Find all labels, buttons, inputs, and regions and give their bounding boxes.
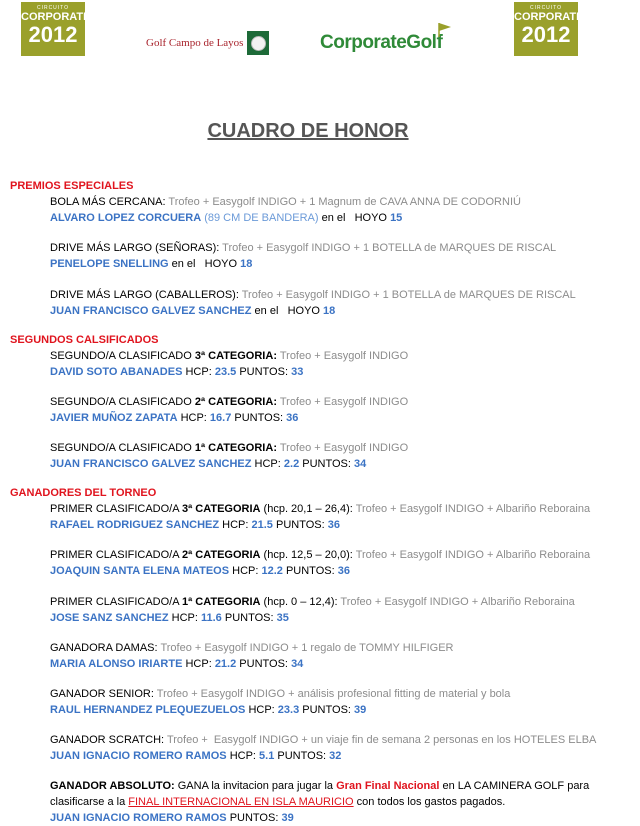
winner-name: DAVID SOTO ABANADES [50, 366, 183, 378]
entry-prize: Trofeo + Easygolf INDIGO + un viaje fin de semana 2 personas en los HOTELES ELBA [166, 734, 597, 746]
hcp-value: 5.1 [259, 750, 275, 762]
entry-prize: Trofeo + Easygolf INDIGO [279, 442, 409, 454]
entry-label: PRIMER CLASIFICADO/A [50, 503, 179, 515]
badge-left-circuito: CIRCUITO [36, 5, 70, 11]
entry-prize: Trofeo + Easygolf INDIGO + 1 Magnum de CAVA ANNA DE CODORNIÚ [168, 196, 521, 208]
puntos-value: 34 [354, 458, 367, 470]
hoyo-text: en el HOYO [171, 258, 238, 270]
entry-prize: Trofeo + Easygolf INDIGO + 1 BOTELLA de MARQUES DE RISCAL [241, 289, 576, 301]
winner-name: JUAN FRANCISCO GALVEZ SANCHEZ [50, 305, 252, 317]
badge-left-corporate: CORPORATE [21, 11, 91, 23]
puntos-value: 36 [327, 519, 340, 531]
hcp-label: HCP: [229, 750, 256, 762]
golf-campo-de-layos-logo [146, 28, 270, 58]
puntos-value: 34 [291, 658, 304, 670]
entry-category: 2ª CATEGORIA [194, 396, 274, 408]
hcp-label: HCP: [232, 565, 259, 577]
entry-bola-cercana [50, 194, 640, 226]
hcp-value: 21.2 [214, 658, 237, 670]
winner-name: JAVIER MUÑOZ ZAPATA [50, 412, 178, 424]
hcp-value: 21.5 [251, 519, 273, 531]
section-title-segundos: SEGUNDOS CALSIFICADOS [10, 334, 159, 346]
entry-label: DRIVE MÁS LARGO (SEÑORAS): [50, 242, 220, 254]
hoyo-number: 18 [323, 305, 336, 317]
entry-category: 2ª CATEGORIA [182, 549, 261, 561]
puntos-value: 39 [281, 812, 294, 824]
golf-campo-de-layos-text: Golf Campo de Layos [146, 37, 244, 49]
entry-primero-1 [50, 594, 640, 626]
entry-prize: Trofeo + Easygolf INDIGO + Albariño Reboraina [355, 503, 591, 515]
hoyo-text: en el HOYO [321, 212, 387, 224]
puntos-label: PUNTOS: [302, 704, 351, 716]
hcp-value: 23.5 [214, 366, 237, 378]
entry-prize: Trofeo + Easygolf INDIGO [279, 396, 409, 408]
absoluto-text-4: con todos los gastos pagados. [356, 796, 506, 808]
winner-name: PENELOPE SNELLING [50, 258, 169, 270]
winner-name: JOSE SANZ SANCHEZ [50, 612, 169, 624]
hcp-value: 23.3 [277, 704, 300, 716]
entry-drive-senoras [50, 240, 640, 272]
entry-label: SEGUNDO/A CLASIFICADO [50, 396, 192, 408]
winner-name: ALVARO LOPEZ CORCUERA [50, 212, 202, 224]
hcp-value: 11.6 [200, 612, 222, 624]
puntos-label: PUNTOS: [277, 750, 327, 762]
entry-label: GANADORA DAMAS: [50, 642, 158, 654]
entry-category: 3ª CATEGORIA [194, 350, 274, 362]
winner-name: JOAQUIN SANTA ELENA MATEOS [50, 565, 230, 577]
puntos-label: PUNTOS: [239, 366, 289, 378]
entry-label: BOLA MÁS CERCANA: [50, 196, 166, 208]
puntos-label: PUNTOS: [239, 658, 288, 670]
hcp-value: 16.7 [209, 412, 232, 424]
puntos-value: 36 [337, 565, 350, 577]
absoluto-text-2: en LA CAMINERA GOLF para [442, 780, 590, 792]
section-title-ganadores: GANADORES DEL TORNEO [10, 487, 157, 499]
page-title: CUADRO DE HONOR [207, 120, 409, 142]
entry-prize: Trofeo + Easygolf INDIGO + Albariño Reboraina [340, 596, 575, 608]
winner-name: RAFAEL RODRIGUEZ SANCHEZ [50, 519, 220, 531]
entry-primero-2 [50, 547, 640, 579]
puntos-value: 35 [276, 612, 289, 624]
entry-segundo-3: SEGUNDO/A CLASIFICADO 3ª CATEGORIA: Trofeo + Easygolf INDIGO DAVID SOTO ABANADES HCP: 23.5 PUNTOS: 33 [50, 350, 409, 378]
badge-right-circuito: CIRCUITO [529, 5, 563, 11]
entry-range: (hcp. 12,5 – 20,0): [263, 549, 353, 561]
entry-label: PRIMER CLASIFICADO/A [50, 549, 179, 561]
absoluto-text-3: clasificarse a la [50, 796, 126, 808]
hcp-value: 12.2 [261, 565, 283, 577]
puntos-value: 32 [329, 750, 342, 762]
entry-prize: Trofeo + Easygolf INDIGO + 1 regalo de TOMMY HILFIGER [160, 642, 454, 654]
entry-segundo-2: SEGUNDO/A CLASIFICADO 2ª CATEGORIA: Trofeo + Easygolf INDIGO JAVIER MUÑOZ ZAPATA HCP: 16.7 PUNTOS: 36 [50, 396, 409, 424]
entry-category: 1ª CATEGORIA [194, 442, 274, 454]
entry-label: GANADOR SCRATCH: [50, 734, 165, 746]
entry-prize: Trofeo + Easygolf INDIGO [279, 350, 409, 362]
section-title-premios: PREMIOS ESPECIALES [10, 180, 134, 192]
puntos-label: PUNTOS: [302, 458, 351, 470]
hoyo-number: 18 [240, 258, 253, 270]
hoyo-number: 15 [390, 212, 403, 224]
corporate-golf-logo [318, 22, 478, 58]
entry-prize: Trofeo + Easygolf INDIGO + Albariño Reboraina [355, 549, 591, 561]
entry-range: (hcp. 20,1 – 26,4): [263, 503, 353, 515]
winner-name: MARIA ALONSO IRIARTE [50, 658, 183, 670]
gran-final-nacional: Gran Final Nacional [336, 780, 440, 792]
hcp-label: HCP: [248, 704, 275, 716]
badge-right-year: 2012 [521, 22, 571, 47]
corporate-golf-text: CorporateGolf [320, 32, 443, 53]
winner-detail: (89 CM DE BANDERA) [204, 212, 319, 224]
hcp-label: HCP: [171, 612, 198, 624]
badge-right-corporate: CORPORATE [514, 11, 584, 23]
puntos-value: 36 [286, 412, 299, 424]
entry-prize: Trofeo + Easygolf INDIGO + 1 BOTELLA de MARQUES DE RISCAL [222, 242, 557, 254]
winner-name: JUAN IGNACIO ROMERO RAMOS [50, 750, 227, 762]
hcp-value: 2.2 [283, 458, 300, 470]
puntos-label: PUNTOS: [234, 412, 284, 424]
entry-label: SEGUNDO/A CLASIFICADO [50, 350, 192, 362]
hcp-label: HCP: [180, 412, 207, 424]
entry-ganador-scratch [50, 732, 640, 764]
entry-primero-3 [50, 501, 640, 533]
entry-ganador-absoluto [50, 778, 640, 826]
entry-label: GANADOR ABSOLUTO: [50, 780, 175, 792]
absoluto-text-1: GANA la invitacion para jugar la [177, 780, 334, 792]
entry-prize: Trofeo + Easygolf INDIGO + análisis profesional fitting de material y bola [156, 688, 511, 700]
hcp-label: HCP: [222, 519, 249, 531]
badge-left-year: 2012 [28, 22, 78, 47]
puntos-label: PUNTOS: [224, 612, 274, 624]
entry-category: 3ª CATEGORIA [182, 503, 261, 515]
winner-name: JUAN FRANCISCO GALVEZ SANCHEZ [50, 458, 252, 470]
winner-name: RAUL HERNANDEZ PLEQUEZUELOS [50, 704, 246, 716]
corporate-2012-badge-left [21, 2, 91, 56]
entry-segundo-1: SEGUNDO/A CLASIFICADO 1ª CATEGORIA: Trofeo + Easygolf INDIGO JUAN FRANCISCO GALVEZ SANCHEZ HCP: 2.2 PUNTOS: 34 [50, 442, 409, 470]
entry-category: 1ª CATEGORIA [182, 596, 261, 608]
winner-name: JUAN IGNACIO ROMERO RAMOS [50, 812, 227, 824]
entry-ganador-senior [50, 686, 640, 718]
entry-range: (hcp. 0 – 12,4): [263, 596, 338, 608]
corporate-2012-badge-right [514, 2, 584, 56]
puntos-value: 33 [291, 366, 304, 378]
puntos-label: PUNTOS: [229, 812, 279, 824]
entry-label: PRIMER CLASIFICADO/A [50, 596, 179, 608]
puntos-label: PUNTOS: [285, 565, 335, 577]
golf-ball-icon [247, 31, 269, 55]
hcp-label: HCP: [185, 658, 212, 670]
hcp-label: HCP: [254, 458, 281, 470]
entry-label: DRIVE MÁS LARGO (CABALLEROS): [50, 289, 239, 301]
entry-label: SEGUNDO/A CLASIFICADO [50, 442, 192, 454]
entry-drive-caballeros [50, 287, 640, 319]
puntos-label: PUNTOS: [275, 519, 325, 531]
final-internacional-link[interactable]: FINAL INTERNACIONAL EN ISLA MAURICIO [128, 796, 354, 808]
puntos-value: 39 [354, 704, 367, 716]
hcp-label: HCP: [185, 366, 212, 378]
entry-label: GANADOR SENIOR: [50, 688, 154, 700]
golf-flag-icon [436, 22, 454, 38]
entry-ganadora-damas [50, 640, 640, 672]
hoyo-text: en el HOYO [254, 305, 320, 317]
